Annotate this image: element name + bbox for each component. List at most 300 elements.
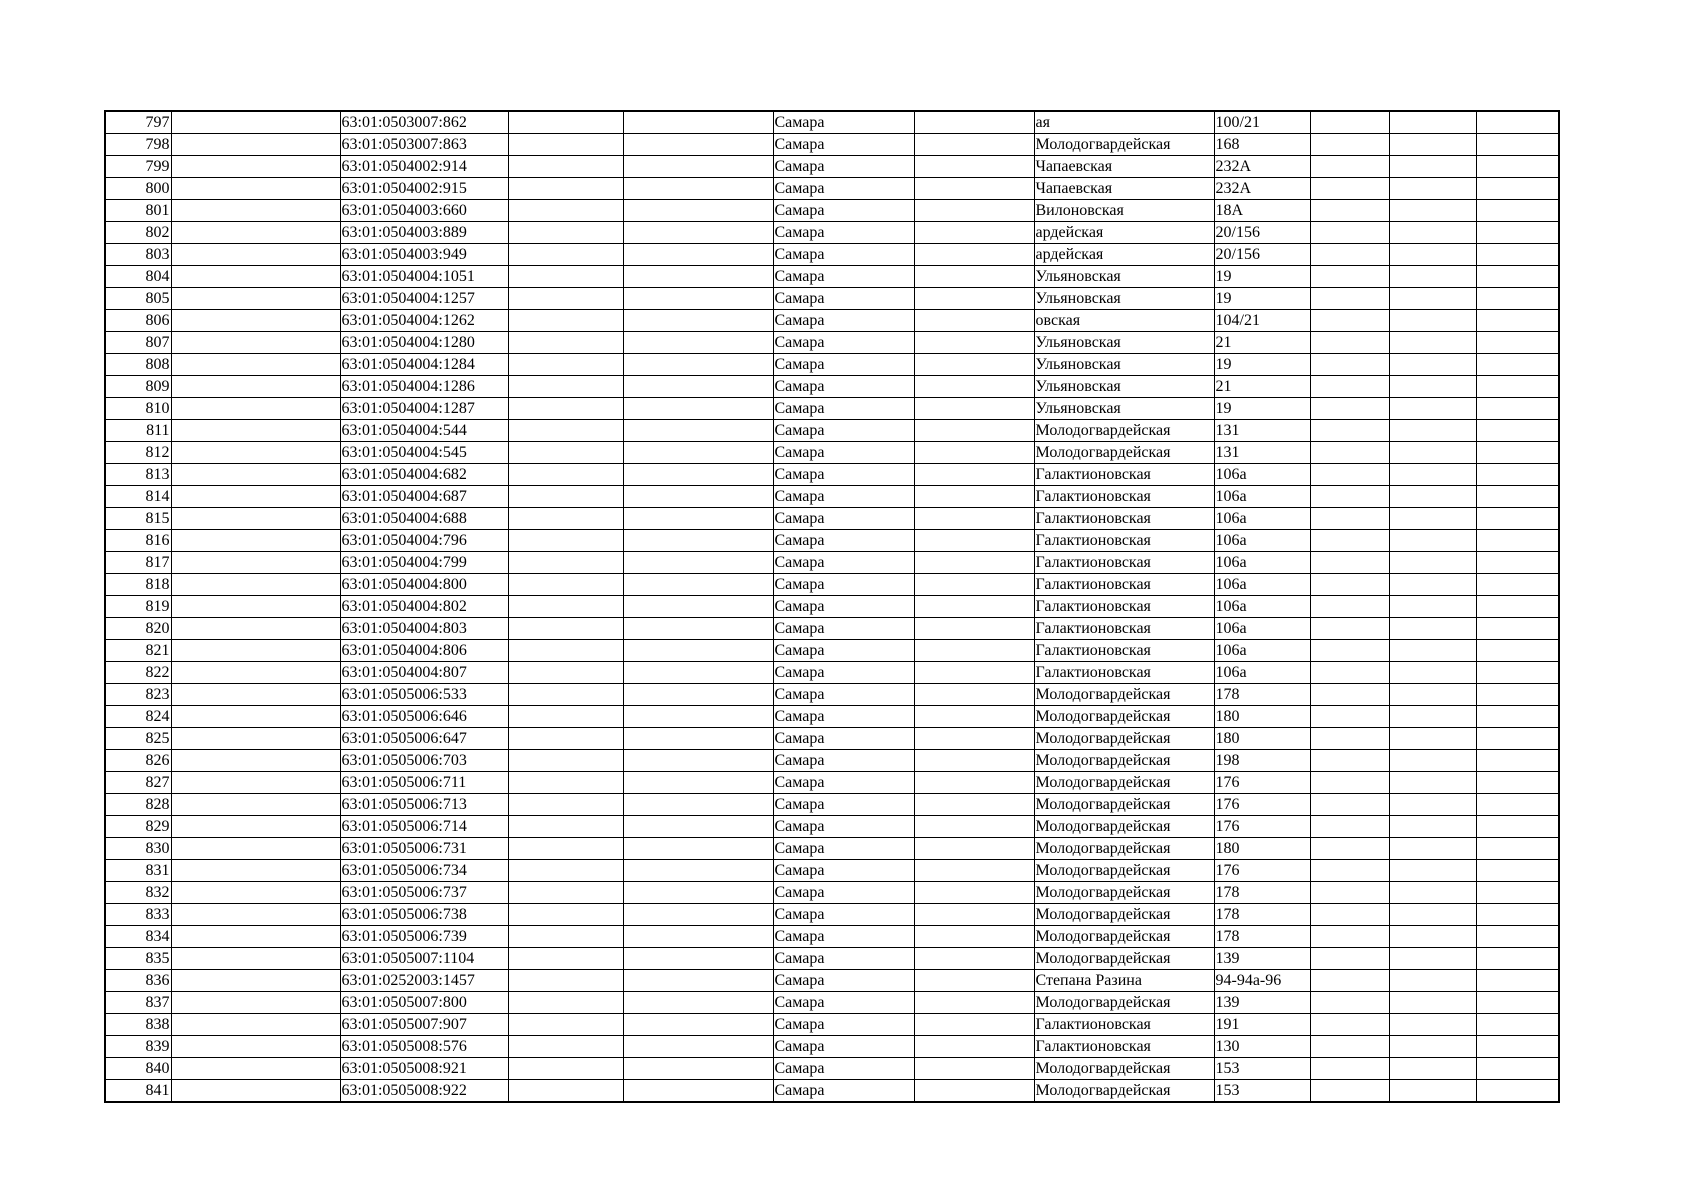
street-cell: Молодогвардейская <box>1034 750 1214 772</box>
empty-cell <box>1476 662 1559 684</box>
row-number-cell: 841 <box>105 1080 171 1103</box>
empty-cell <box>1310 244 1389 266</box>
empty-cell <box>914 530 1034 552</box>
empty-cell <box>171 618 340 640</box>
empty-cell <box>1310 794 1389 816</box>
city-cell: Самара <box>773 926 914 948</box>
empty-cell <box>508 420 623 442</box>
city-cell: Самара <box>773 750 914 772</box>
empty-cell <box>623 860 773 882</box>
empty-cell <box>1389 222 1476 244</box>
cadastral-number-cell: 63:01:0504004:799 <box>340 552 508 574</box>
city-cell: Самара <box>773 838 914 860</box>
empty-cell <box>1310 750 1389 772</box>
empty-cell <box>1476 376 1559 398</box>
empty-cell <box>1310 530 1389 552</box>
empty-cell <box>1310 354 1389 376</box>
cadastral-number-cell: 63:01:0505007:1104 <box>340 948 508 970</box>
cadastral-number-cell: 63:01:0505006:711 <box>340 772 508 794</box>
empty-cell <box>1310 816 1389 838</box>
cadastral-number-cell: 63:01:0504003:889 <box>340 222 508 244</box>
empty-cell <box>623 992 773 1014</box>
empty-cell <box>1476 464 1559 486</box>
empty-cell <box>1310 684 1389 706</box>
empty-cell <box>1310 882 1389 904</box>
cadastral-number-cell: 63:01:0505008:576 <box>340 1036 508 1058</box>
city-cell: Самара <box>773 332 914 354</box>
city-cell: Самара <box>773 398 914 420</box>
street-cell: Галактионовская <box>1034 530 1214 552</box>
house-number-cell: 20/156 <box>1214 244 1310 266</box>
cadastral-number-cell: 63:01:0504004:687 <box>340 486 508 508</box>
row-number-cell: 829 <box>105 816 171 838</box>
cadastral-number-cell: 63:01:0505006:703 <box>340 750 508 772</box>
street-cell: овская <box>1034 310 1214 332</box>
table-row <box>105 134 1559 156</box>
row-number-cell: 810 <box>105 398 171 420</box>
row-number-cell: 812 <box>105 442 171 464</box>
empty-cell <box>1476 354 1559 376</box>
empty-cell <box>914 398 1034 420</box>
empty-cell <box>1389 376 1476 398</box>
empty-cell <box>1310 596 1389 618</box>
empty-cell <box>1476 552 1559 574</box>
table-row <box>105 816 1559 838</box>
empty-cell <box>1310 970 1389 992</box>
empty-cell <box>914 111 1034 134</box>
empty-cell <box>171 1036 340 1058</box>
row-number-cell: 807 <box>105 332 171 354</box>
empty-cell <box>623 728 773 750</box>
empty-cell <box>171 332 340 354</box>
row-number-cell: 813 <box>105 464 171 486</box>
empty-cell <box>1310 640 1389 662</box>
table-row <box>105 926 1559 948</box>
table-row <box>105 1014 1559 1036</box>
empty-cell <box>1476 640 1559 662</box>
empty-cell <box>171 1058 340 1080</box>
row-number-cell: 840 <box>105 1058 171 1080</box>
empty-cell <box>1476 1014 1559 1036</box>
street-cell: Галактионовская <box>1034 640 1214 662</box>
empty-cell <box>1476 1036 1559 1058</box>
empty-cell <box>1476 508 1559 530</box>
table-row <box>105 1036 1559 1058</box>
empty-cell <box>171 156 340 178</box>
empty-cell <box>623 684 773 706</box>
street-cell: Ульяновская <box>1034 288 1214 310</box>
empty-cell <box>171 728 340 750</box>
empty-cell <box>623 904 773 926</box>
house-number-cell: 178 <box>1214 926 1310 948</box>
empty-cell <box>1476 244 1559 266</box>
street-cell: Молодогвардейская <box>1034 420 1214 442</box>
cadastral-number-cell: 63:01:0504004:1286 <box>340 376 508 398</box>
city-cell: Самара <box>773 596 914 618</box>
city-cell: Самара <box>773 244 914 266</box>
empty-cell <box>1310 1014 1389 1036</box>
city-cell: Самара <box>773 508 914 530</box>
empty-cell <box>1310 926 1389 948</box>
house-number-cell: 106а <box>1214 596 1310 618</box>
empty-cell <box>1476 618 1559 640</box>
empty-cell <box>623 288 773 310</box>
table-row <box>105 442 1559 464</box>
house-number-cell: 180 <box>1214 706 1310 728</box>
empty-cell <box>623 970 773 992</box>
empty-cell <box>914 574 1034 596</box>
empty-cell <box>623 816 773 838</box>
empty-cell <box>171 266 340 288</box>
house-number-cell: 100/21 <box>1214 111 1310 134</box>
city-cell: Самара <box>773 288 914 310</box>
house-number-cell: 176 <box>1214 794 1310 816</box>
empty-cell <box>1476 772 1559 794</box>
empty-cell <box>508 948 623 970</box>
empty-cell <box>1389 508 1476 530</box>
cadastral-number-cell: 63:01:0504004:803 <box>340 618 508 640</box>
city-cell: Самара <box>773 178 914 200</box>
cadastral-number-cell: 63:01:0505006:737 <box>340 882 508 904</box>
street-cell: Молодогвардейская <box>1034 816 1214 838</box>
empty-cell <box>1476 156 1559 178</box>
empty-cell <box>623 244 773 266</box>
house-number-cell: 106а <box>1214 640 1310 662</box>
empty-cell <box>1389 530 1476 552</box>
house-number-cell: 19 <box>1214 398 1310 420</box>
city-cell: Самара <box>773 772 914 794</box>
row-number-cell: 827 <box>105 772 171 794</box>
empty-cell <box>1389 354 1476 376</box>
empty-cell <box>171 288 340 310</box>
empty-cell <box>1389 838 1476 860</box>
cadastral-number-cell: 63:01:0252003:1457 <box>340 970 508 992</box>
empty-cell <box>1310 178 1389 200</box>
empty-cell <box>1389 992 1476 1014</box>
city-cell: Самара <box>773 904 914 926</box>
empty-cell <box>1310 111 1389 134</box>
table-row <box>105 111 1559 134</box>
table-row <box>105 464 1559 486</box>
city-cell: Самара <box>773 640 914 662</box>
empty-cell <box>508 530 623 552</box>
empty-cell <box>508 596 623 618</box>
empty-cell <box>1389 904 1476 926</box>
empty-cell <box>1310 552 1389 574</box>
empty-cell <box>508 706 623 728</box>
cadastral-number-cell: 63:01:0504004:1280 <box>340 332 508 354</box>
empty-cell <box>914 310 1034 332</box>
empty-cell <box>171 464 340 486</box>
city-cell: Самара <box>773 134 914 156</box>
empty-cell <box>1476 310 1559 332</box>
empty-cell <box>623 706 773 728</box>
city-cell: Самара <box>773 860 914 882</box>
empty-cell <box>508 134 623 156</box>
table-row <box>105 684 1559 706</box>
empty-cell <box>171 860 340 882</box>
empty-cell <box>1310 288 1389 310</box>
cadastral-number-cell: 63:01:0504003:949 <box>340 244 508 266</box>
empty-cell <box>1476 200 1559 222</box>
house-number-cell: 178 <box>1214 882 1310 904</box>
table-row <box>105 486 1559 508</box>
house-number-cell: 178 <box>1214 904 1310 926</box>
empty-cell <box>623 156 773 178</box>
city-cell: Самара <box>773 156 914 178</box>
street-cell: Галактионовская <box>1034 662 1214 684</box>
empty-cell <box>1389 464 1476 486</box>
empty-cell <box>623 486 773 508</box>
street-cell: Степана Разина <box>1034 970 1214 992</box>
empty-cell <box>1389 1014 1476 1036</box>
street-cell: Молодогвардейская <box>1034 728 1214 750</box>
empty-cell <box>914 970 1034 992</box>
empty-cell <box>171 640 340 662</box>
city-cell: Самара <box>773 816 914 838</box>
city-cell: Самара <box>773 354 914 376</box>
empty-cell <box>914 222 1034 244</box>
empty-cell <box>508 838 623 860</box>
empty-cell <box>914 992 1034 1014</box>
empty-cell <box>1310 266 1389 288</box>
empty-cell <box>171 574 340 596</box>
empty-cell <box>1310 398 1389 420</box>
house-number-cell: 106а <box>1214 552 1310 574</box>
house-number-cell: 178 <box>1214 684 1310 706</box>
row-number-cell: 804 <box>105 266 171 288</box>
empty-cell <box>1389 706 1476 728</box>
empty-cell <box>171 662 340 684</box>
house-number-cell: 180 <box>1214 728 1310 750</box>
row-number-cell: 809 <box>105 376 171 398</box>
empty-cell <box>914 464 1034 486</box>
empty-cell <box>171 882 340 904</box>
empty-cell <box>1476 530 1559 552</box>
empty-cell <box>171 948 340 970</box>
empty-cell <box>508 618 623 640</box>
empty-cell <box>914 728 1034 750</box>
empty-cell <box>914 684 1034 706</box>
table-row <box>105 772 1559 794</box>
empty-cell <box>1389 948 1476 970</box>
empty-cell <box>508 332 623 354</box>
empty-cell <box>508 794 623 816</box>
empty-cell <box>171 111 340 134</box>
table-row <box>105 552 1559 574</box>
house-number-cell: 191 <box>1214 1014 1310 1036</box>
empty-cell <box>623 1014 773 1036</box>
empty-cell <box>623 464 773 486</box>
empty-cell <box>1476 706 1559 728</box>
row-number-cell: 835 <box>105 948 171 970</box>
empty-cell <box>623 222 773 244</box>
city-cell: Самара <box>773 1036 914 1058</box>
empty-cell <box>508 816 623 838</box>
table-row <box>105 882 1559 904</box>
street-cell: Ульяновская <box>1034 332 1214 354</box>
empty-cell <box>914 486 1034 508</box>
street-cell: Ульяновская <box>1034 376 1214 398</box>
empty-cell <box>1389 1080 1476 1103</box>
row-number-cell: 825 <box>105 728 171 750</box>
empty-cell <box>623 376 773 398</box>
empty-cell <box>171 354 340 376</box>
table-row <box>105 728 1559 750</box>
street-cell: Молодогвардейская <box>1034 926 1214 948</box>
empty-cell <box>171 1014 340 1036</box>
table-row <box>105 838 1559 860</box>
row-number-cell: 821 <box>105 640 171 662</box>
empty-cell <box>623 310 773 332</box>
house-number-cell: 131 <box>1214 420 1310 442</box>
cadastral-number-cell: 63:01:0504004:1284 <box>340 354 508 376</box>
empty-cell <box>508 1036 623 1058</box>
empty-cell <box>623 398 773 420</box>
row-number-cell: 815 <box>105 508 171 530</box>
empty-cell <box>1389 552 1476 574</box>
table-row <box>105 310 1559 332</box>
empty-cell <box>1389 794 1476 816</box>
house-number-cell: 94-94а-96 <box>1214 970 1310 992</box>
house-number-cell: 176 <box>1214 816 1310 838</box>
table-row <box>105 662 1559 684</box>
empty-cell <box>623 442 773 464</box>
table-row <box>105 398 1559 420</box>
row-number-cell: 822 <box>105 662 171 684</box>
empty-cell <box>1310 156 1389 178</box>
empty-cell <box>914 1058 1034 1080</box>
cadastral-number-cell: 63:01:0504004:1051 <box>340 266 508 288</box>
table-row <box>105 222 1559 244</box>
empty-cell <box>171 926 340 948</box>
row-number-cell: 817 <box>105 552 171 574</box>
cadastral-number-cell: 63:01:0505006:731 <box>340 838 508 860</box>
empty-cell <box>1310 442 1389 464</box>
empty-cell <box>914 794 1034 816</box>
street-cell: Ульяновская <box>1034 266 1214 288</box>
city-cell: Самара <box>773 882 914 904</box>
house-number-cell: 232А <box>1214 178 1310 200</box>
empty-cell <box>171 486 340 508</box>
empty-cell <box>1389 288 1476 310</box>
house-number-cell: 106а <box>1214 618 1310 640</box>
empty-cell <box>1310 1058 1389 1080</box>
city-cell: Самара <box>773 200 914 222</box>
row-number-cell: 808 <box>105 354 171 376</box>
empty-cell <box>623 530 773 552</box>
table-row <box>105 178 1559 200</box>
table-row <box>105 750 1559 772</box>
empty-cell <box>508 310 623 332</box>
empty-cell <box>623 926 773 948</box>
empty-cell <box>508 1058 623 1080</box>
empty-cell <box>171 508 340 530</box>
empty-cell <box>508 178 623 200</box>
row-number-cell: 801 <box>105 200 171 222</box>
city-cell: Самара <box>773 486 914 508</box>
empty-cell <box>914 596 1034 618</box>
street-cell: Молодогвардейская <box>1034 442 1214 464</box>
empty-cell <box>1310 420 1389 442</box>
empty-cell <box>171 684 340 706</box>
cadastral-number-cell: 63:01:0504004:796 <box>340 530 508 552</box>
empty-cell <box>171 552 340 574</box>
empty-cell <box>508 200 623 222</box>
empty-cell <box>914 266 1034 288</box>
empty-cell <box>1389 970 1476 992</box>
empty-cell <box>508 926 623 948</box>
empty-cell <box>914 618 1034 640</box>
empty-cell <box>914 178 1034 200</box>
city-cell: Самара <box>773 970 914 992</box>
empty-cell <box>623 178 773 200</box>
empty-cell <box>623 794 773 816</box>
empty-cell <box>171 442 340 464</box>
empty-cell <box>1389 574 1476 596</box>
empty-cell <box>1389 882 1476 904</box>
street-cell: Молодогвардейская <box>1034 706 1214 728</box>
empty-cell <box>508 552 623 574</box>
empty-cell <box>1310 772 1389 794</box>
street-cell: Молодогвардейская <box>1034 904 1214 926</box>
row-number-cell: 816 <box>105 530 171 552</box>
empty-cell <box>171 178 340 200</box>
empty-cell <box>1476 134 1559 156</box>
empty-cell <box>508 772 623 794</box>
empty-cell <box>1389 442 1476 464</box>
empty-cell <box>914 442 1034 464</box>
house-number-cell: 106а <box>1214 486 1310 508</box>
empty-cell <box>508 244 623 266</box>
street-cell: Молодогвардейская <box>1034 684 1214 706</box>
empty-cell <box>914 640 1034 662</box>
empty-cell <box>914 838 1034 860</box>
street-cell: Молодогвардейская <box>1034 838 1214 860</box>
cadastral-number-cell: 63:01:0505006:646 <box>340 706 508 728</box>
house-number-cell: 18А <box>1214 200 1310 222</box>
empty-cell <box>171 200 340 222</box>
street-cell: Молодогвардейская <box>1034 794 1214 816</box>
city-cell: Самара <box>773 442 914 464</box>
empty-cell <box>508 992 623 1014</box>
empty-cell <box>623 552 773 574</box>
city-cell: Самара <box>773 706 914 728</box>
empty-cell <box>1476 222 1559 244</box>
row-number-cell: 818 <box>105 574 171 596</box>
empty-cell <box>1389 926 1476 948</box>
table-row <box>105 376 1559 398</box>
table-row <box>105 794 1559 816</box>
empty-cell <box>1389 486 1476 508</box>
empty-cell <box>508 486 623 508</box>
empty-cell <box>171 420 340 442</box>
city-cell: Самара <box>773 111 914 134</box>
empty-cell <box>1310 574 1389 596</box>
empty-cell <box>623 1058 773 1080</box>
empty-cell <box>508 464 623 486</box>
empty-cell <box>508 266 623 288</box>
cadastral-number-cell: 63:01:0505008:922 <box>340 1080 508 1103</box>
empty-cell <box>1476 288 1559 310</box>
house-number-cell: 176 <box>1214 772 1310 794</box>
cadastral-number-cell: 63:01:0505006:713 <box>340 794 508 816</box>
cadastral-number-cell: 63:01:0504004:688 <box>340 508 508 530</box>
empty-cell <box>1476 178 1559 200</box>
table-row <box>105 266 1559 288</box>
empty-cell <box>1310 310 1389 332</box>
cadastral-number-cell: 63:01:0504002:915 <box>340 178 508 200</box>
